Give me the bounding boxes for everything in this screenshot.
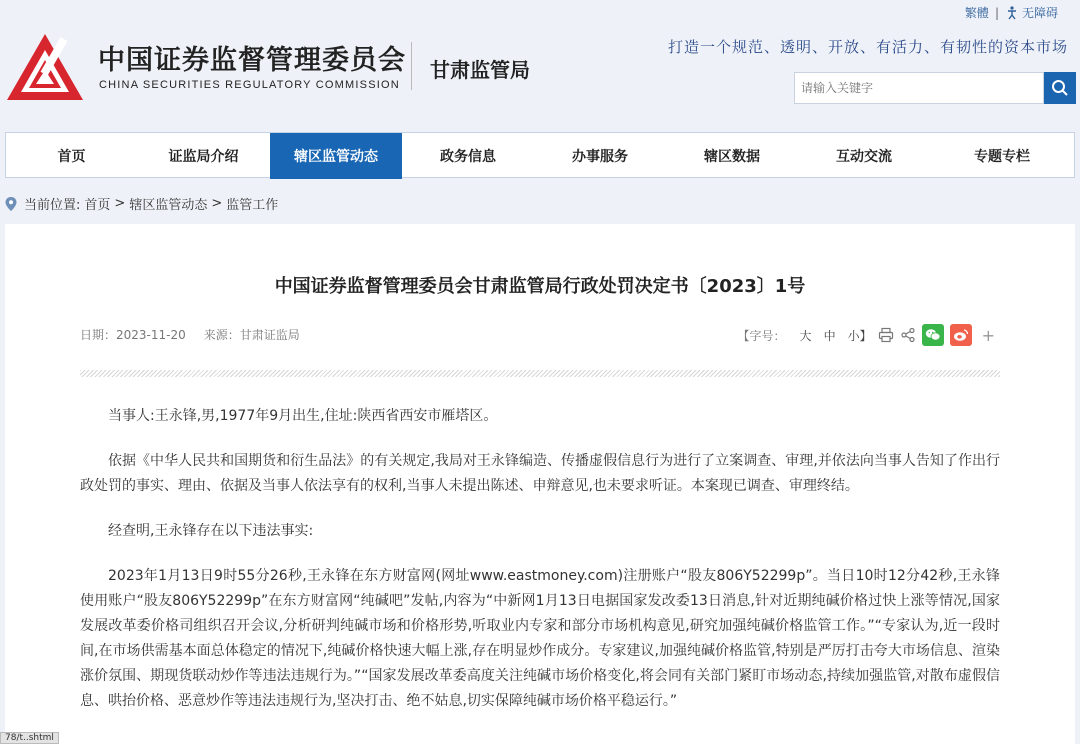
wechat-icon <box>925 328 941 342</box>
print-icon[interactable] <box>878 327 894 343</box>
article-paragraph: 2023年1月13日9时55分26秒,王永锋在东方财富网(网址www.eastmoney.com)注册账户“股友806Y52299p”。当日10时12分42秒,王永锋使用账户“股友806Y52299p”在东方财富网“纯碱吧”发帖,内容为“中新网1月13日电据国家发改委13日消息,针对近期纯碱价格过快上涨等情况,国家发展改革委价格司组织召开会议,分析研判纯碱市场和价格形势,听取业内专家和部分市场机构意见,研究加强纯碱价格监管工作。”“专家认为,近一段时间,在市场供需基本面总体稳定的情况下,纯碱价格快速大幅上涨,存在明显炒作成分。专家建议,加强纯碱价格监管,特别是严厉打击夸大市场信息、渲染涨价氛围、期现货联动炒作等违法违规行为。”“国家发展改革委高度关注纯碱市场价格变化,将会同有关部门紧盯市场动态,持续加强监管,对散布虚假信息、哄抬价格、恶意炒作等违法违规行为,坚决打击、绝不姑息,切实保障纯碱市场价格平稳运行。” <box>80 568 1000 709</box>
nav-item-regulatory-news[interactable]: 辖区监管动态 <box>270 133 402 179</box>
breadcrumb-separator: > <box>211 196 223 211</box>
nav-item-services[interactable]: 办事服务 <box>572 149 628 165</box>
search-icon <box>1051 79 1069 97</box>
breadcrumb-separator: > <box>114 196 126 211</box>
breadcrumb-home[interactable]: 首页 <box>84 198 111 213</box>
breadcrumb-regulatory-news[interactable]: 辖区监管动态 <box>129 198 208 213</box>
search-box <box>794 72 1076 104</box>
site-title-en: CHINA SECURITIES REGULATORY COMMISSION <box>99 79 400 91</box>
nav-item-government-info[interactable]: 政务信息 <box>440 149 496 165</box>
article-paragraph: 依据《中华人民共和国期货和衍生品法》的有关规定,我局对王永锋编造、传播虚假信息行为进行了立案调查、审理,并依法向当事人告知了作出行政处罚的事实、理由、依据及当事人依法享有的权利,当事人未提出陈述、申辩意见,也未要求听证。本案现已调查、审理终结。 <box>80 453 1000 494</box>
article-date: 日期：2023-11-20 <box>80 328 186 342</box>
article-panel <box>5 224 1075 744</box>
slogan: 打造一个规范、透明、开放、有活力、有韧性的资本市场 <box>667 38 1068 56</box>
nav-item-regional-data[interactable]: 辖区数据 <box>704 149 760 165</box>
font-size-medium-button[interactable]: 中 <box>823 328 836 343</box>
article-source: 来源：甘肃证监局 <box>203 328 300 342</box>
top-links <box>965 4 1058 21</box>
accessibility-icon <box>1005 6 1019 20</box>
article-paragraph: 经查明,王永锋存在以下违法事实: <box>108 523 314 539</box>
wechat-share-button[interactable] <box>922 324 944 346</box>
article-meta <box>80 326 300 343</box>
nav-item-bureau-intro[interactable]: 证监局介绍 <box>168 149 239 165</box>
breadcrumb-supervision-work[interactable]: 监管工作 <box>226 198 279 213</box>
weibo-share-button[interactable] <box>950 324 972 346</box>
header-divider <box>411 42 412 90</box>
article-paragraph: 当事人:王永锋,男,1977年9月出生,住址:陕西省西安市雁塔区。 <box>108 408 498 424</box>
bureau-name: 甘肃监管局 <box>430 58 530 82</box>
weibo-icon <box>953 328 969 342</box>
share-icon[interactable] <box>900 327 916 343</box>
status-bar-url: 78/t..shtml <box>0 732 59 744</box>
title-divider <box>80 370 1000 377</box>
font-size-small-button[interactable]: 小】 <box>847 328 872 343</box>
breadcrumb <box>5 194 278 213</box>
more-share-button[interactable]: + <box>981 325 995 345</box>
nav-item-home[interactable]: 首页 <box>57 149 86 165</box>
accessibility-link[interactable] <box>1005 4 1058 21</box>
nav-item-special-topics[interactable]: 专题专栏 <box>974 149 1030 165</box>
font-size-label: 【字号： <box>737 328 786 343</box>
location-pin-icon <box>5 197 17 211</box>
traditional-chinese-link[interactable]: 繁體 <box>964 6 989 20</box>
breadcrumb-prefix: 当前位置: <box>24 198 81 213</box>
article-tools <box>738 324 995 346</box>
font-size-large-button[interactable]: 大 <box>799 328 812 343</box>
top-links-separator: | <box>994 5 999 20</box>
search-input[interactable] <box>794 72 1044 104</box>
accessibility-label: 无障碍 <box>1021 6 1058 20</box>
nav-item-interaction[interactable]: 互动交流 <box>836 149 892 165</box>
article-body <box>80 404 1000 734</box>
search-button[interactable] <box>1044 72 1076 104</box>
site-title-cn: 中国证券监督管理委员会 <box>98 45 406 76</box>
csrc-logo[interactable] <box>5 32 85 104</box>
article-title: 中国证券监督管理委员会甘肃监管局行政处罚决定书〔2023〕1号 <box>274 276 806 297</box>
main-nav <box>5 132 1075 178</box>
